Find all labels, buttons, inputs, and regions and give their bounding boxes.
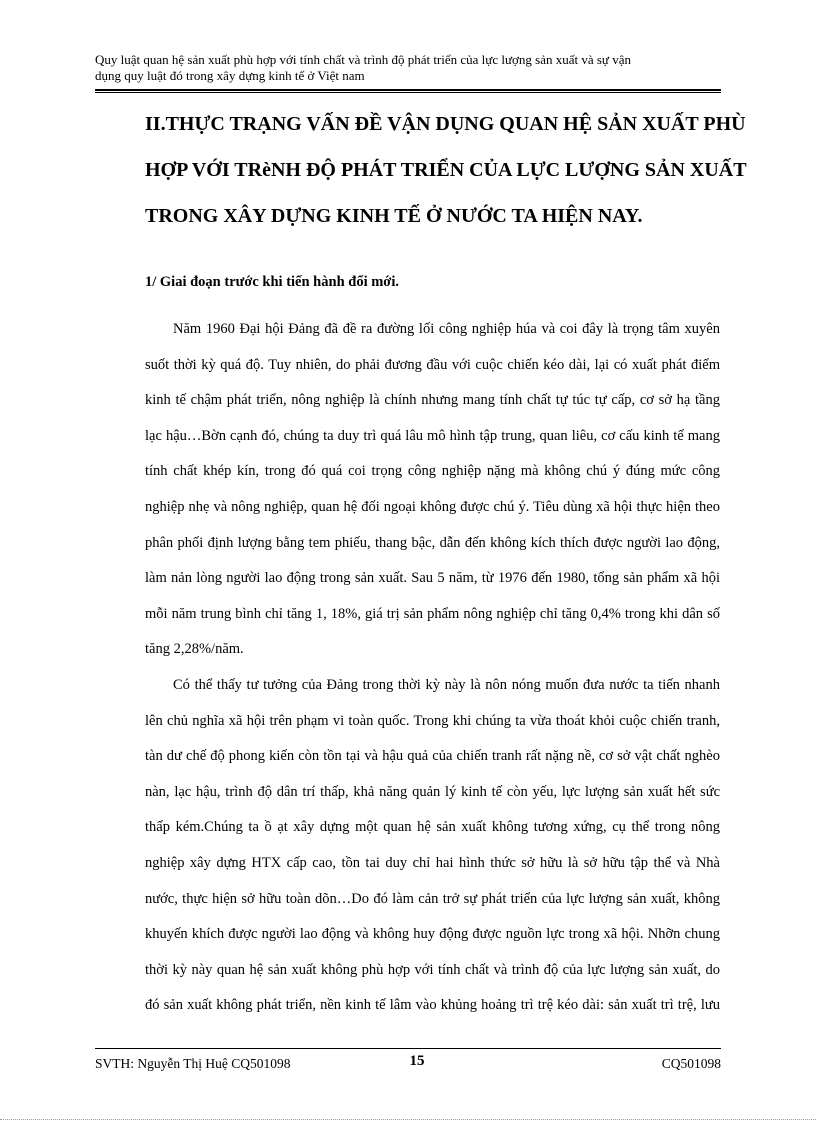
text-line: nghiệp nhẹ và nông nghiệp, quan hệ đối ngoại không được chú ý. Tiêu dùng xã hội thực hiện theo — [145, 498, 720, 515]
title-line: TRONG XÂY DỰNG KINH TẾ Ở NƯỚC TA HIỆN NAY. — [145, 205, 643, 227]
text-line: tăng 2,28%/năm. — [145, 641, 244, 658]
text-line: lên chủ nghĩa xã hội trên phạm vi toàn quốc. Trong khi chúng ta vừa thoát khỏi cuộc chiến tranh, — [145, 712, 720, 729]
title-line: HỢP VỚI TRèNH ĐỘ PHÁT TRIỂN CỦA LỰC LƯỢNG SẢN XUẤT — [145, 159, 747, 181]
footer-author: SVTH: Nguyễn Thị Huệ CQ501098 — [95, 1056, 291, 1071]
running-header — [95, 52, 721, 84]
header-line: dụng quy luật đó trong xây dựng kinh tế ở Việt nam — [95, 68, 365, 83]
text-line: đó sản xuất không phát triển, nền kinh tế lâm vào khủng hoảng trì trệ kéo dài: sản xuất trì trệ, lưu — [145, 997, 720, 1014]
text-line: Có thể thấy tư tưởng của Đảng trong thời kỳ này là nôn nóng muốn đưa nước ta tiến nhanh — [173, 676, 720, 693]
title-line: II.THỰC TRẠNG VẤN ĐỀ VẬN DỤNG QUAN HỆ SẢN XUẤT PHÙ — [145, 113, 746, 135]
text-line: Năm 1960 Đại hội Đảng đã đề ra đường lối công nghiệp húa và coi đây là trọng tâm xuyên — [173, 321, 720, 337]
header-line: Quy luật quan hệ sản xuất phù hợp với tính chất và trình độ phát triển của lực lượng sản xuất và sự vận — [95, 52, 632, 67]
section-heading: 1/ Giai đoạn trước khi tiến hành đổi mới. — [145, 274, 399, 290]
text-line: thời kỳ này quan hệ sản xuất không phù hợp với tính chất và trình độ của lực lượng sản xuất, do — [145, 961, 720, 978]
text-line: mỗi năm trung bình chỉ tăng 1, 18%, giá trị sản phẩm nông nghiệp chỉ tăng 0,4% trong khi dân số — [145, 605, 720, 622]
chapter-title — [145, 101, 747, 239]
text-line: tính chất khép kín, trong đó quá coi trọng công nghiệp nặng mà không chú ý đúng mức công — [145, 463, 720, 480]
text-line: nước, thực hiện sở hữu toàn dõn…Do đó làm cản trở sự phát triển của lực lượng sản xuất, không — [145, 890, 720, 907]
page-number: 15 — [409, 1053, 425, 1069]
text-line: làm nản lòng người lao động trong sản xuất. Sau 5 năm, từ 1976 đến 1980, tổng sản phẩm xã hội — [145, 570, 720, 587]
text-line: tàn dư chế độ phong kiến còn tồn tại và hậu quả của chiến tranh rất nặng nề, cơ sở vật chất nghèo — [145, 748, 720, 765]
footer-code: CQ501098 — [661, 1056, 721, 1071]
text-line: phân phối định lượng bằng tem phiếu, thang bậc, dẫn đến không kích thích được người lao động, — [145, 534, 720, 551]
header-rule — [95, 92, 721, 93]
footer-rule — [95, 1048, 721, 1049]
text-line: suốt thời kỳ quá độ. Tuy nhiên, do phải đương đầu với cuộc chiến kéo dài, lại có xuất phát điểm — [145, 356, 720, 373]
text-line: thấp kém.Chúng ta ồ ạt xây dựng một quan hệ sản xuất không tương xứng, cụ thể trong nông — [145, 819, 720, 836]
header-rule — [95, 89, 721, 91]
paragraph-1 — [145, 312, 720, 668]
body-text — [145, 312, 720, 1024]
text-line: nàn, lạc hậu, trình độ dân trí thấp, khả năng quản lý kinh tế còn yếu, lực lượng sản xuất hết sức — [145, 783, 720, 800]
text-line: lạc hậu…Bờn cạnh đó, chúng ta duy trì quá lâu mô hình tập trung, quan liêu, cơ cấu kinh tế mang — [145, 427, 720, 444]
text-line: kinh tế chậm phát triển, nông nghiệp là chính nhưng mang tính chất tự túc tự cấp, cơ sở hạ tầng — [145, 392, 720, 409]
text-line: khuyến khích được người lao động và không huy động được nguồn lực trong xã hội. Nhỡn chung — [145, 926, 720, 943]
page-break-border — [0, 1119, 816, 1120]
text-line: nghiệp xây dựng HTX cấp cao, tồn tai duy chỉ hai hình thức sở hữu là sở hữu tập thể và Nhà — [145, 854, 720, 871]
paragraph-2 — [145, 668, 720, 1024]
